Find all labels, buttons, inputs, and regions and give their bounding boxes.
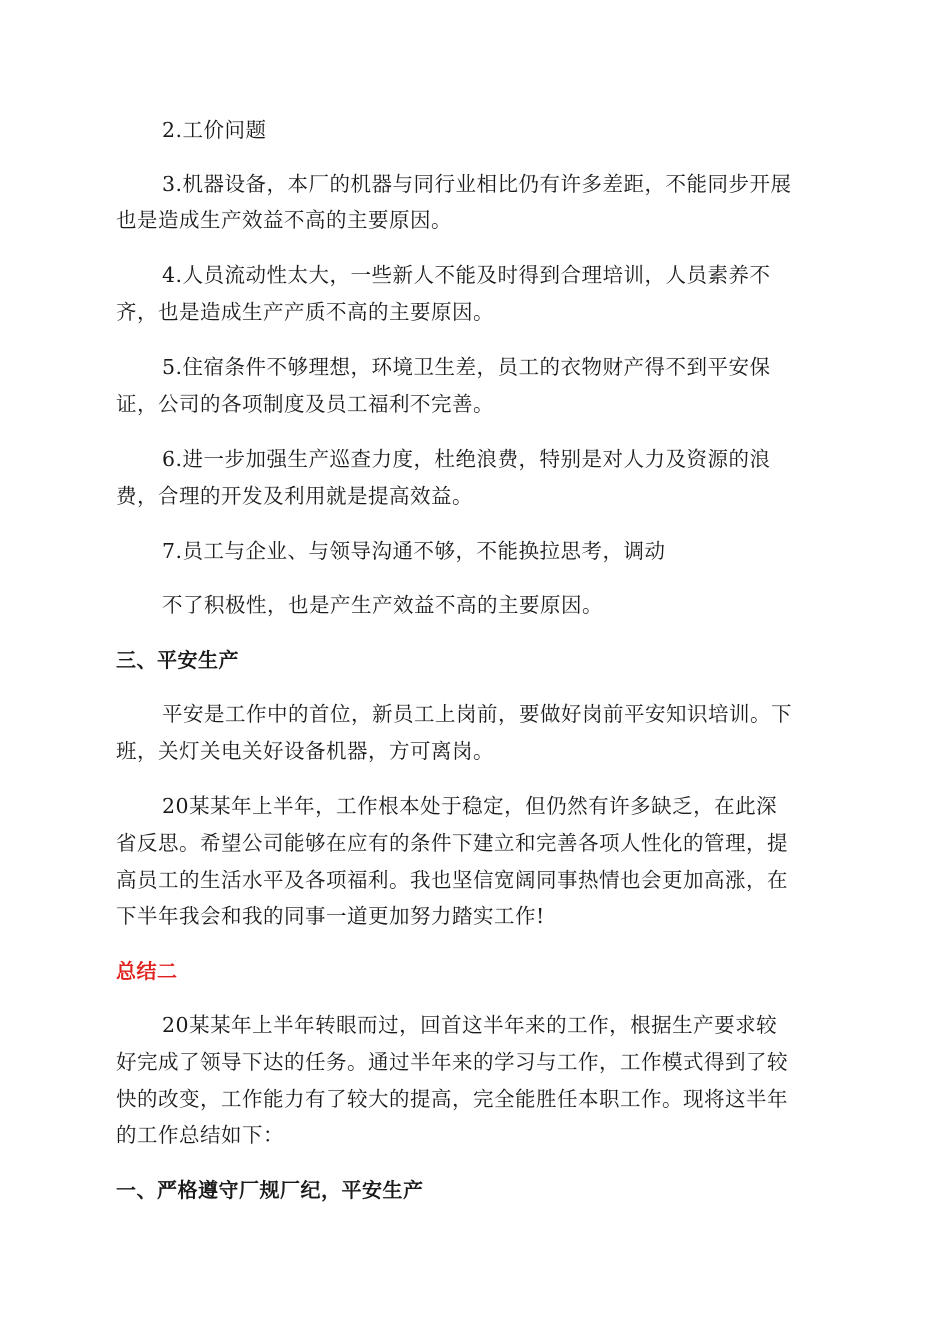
summary-two-line-4: 的工作总结如下：	[116, 1123, 284, 1147]
item-3-line-2: 也是造成生产效益不高的主要原因。	[116, 208, 452, 232]
item-6-line-2: 费，合理的开发及利用就是提高效益。	[116, 484, 473, 508]
safety-line-1: 平安是工作中的首位，新员工上岗前，要做好岗前平安知识培训。下	[162, 702, 792, 726]
item-3-line-1: 3.机器设备，本厂的机器与同行业相比仍有许多差距，不能同步开展	[162, 172, 792, 196]
summary-line-1: 20某某年上半年，工作根本处于稳定，但仍然有许多缺乏，在此深	[162, 794, 778, 818]
item-4-line-1: 4.人员流动性太大，一些新人不能及时得到合理培训，人员素养不	[162, 263, 771, 287]
safety-line-2: 班，关灯关电关好设备机器，方可离岗。	[116, 739, 494, 763]
item-5-line-2: 证，公司的各项制度及员工福利不完善。	[116, 392, 494, 416]
item-4-line-2: 齐，也是造成生产产质不高的主要原因。	[116, 300, 494, 324]
item-6-line-1: 6.进一步加强生产巡查力度，杜绝浪费，特别是对人力及资源的浪	[162, 447, 771, 471]
section-heading-safety: 三、平安生产	[116, 648, 239, 672]
summary-two-line-3: 快的改变，工作能力有了较大的提高，完全能胜任本职工作。现将这半年	[116, 1087, 788, 1111]
summary-two-line-2: 好完成了领导下达的任务。通过半年来的学习与工作，工作模式得到了较	[116, 1050, 788, 1074]
section-heading-summary-two: 总结二	[116, 959, 178, 983]
item-7-line-1: 7.员工与企业、与领导沟通不够，不能换拉思考，调动	[162, 539, 666, 563]
item-5-line-1: 5.住宿条件不够理想，环境卫生差，员工的衣物财产得不到平安保	[162, 355, 771, 379]
summary-two-line-1: 20某某年上半年转眼而过，回首这半年来的工作，根据生产要求较	[162, 1013, 778, 1037]
summary-line-4: 下半年我会和我的同事一道更加努力踏实工作!	[116, 904, 545, 928]
item-2-line: 2.工价问题	[162, 118, 267, 142]
section-heading-discipline: 一、严格遵守厂规厂纪，平安生产	[116, 1178, 424, 1202]
summary-line-2: 省反思。希望公司能够在应有的条件下建立和完善各项人性化的管理，提	[116, 831, 788, 855]
item-7-line-2: 不了积极性，也是产生产效益不高的主要原因。	[162, 593, 603, 617]
summary-line-3: 高员工的生活水平及各项福利。我也坚信宽阔同事热情也会更加高涨，在	[116, 868, 788, 892]
